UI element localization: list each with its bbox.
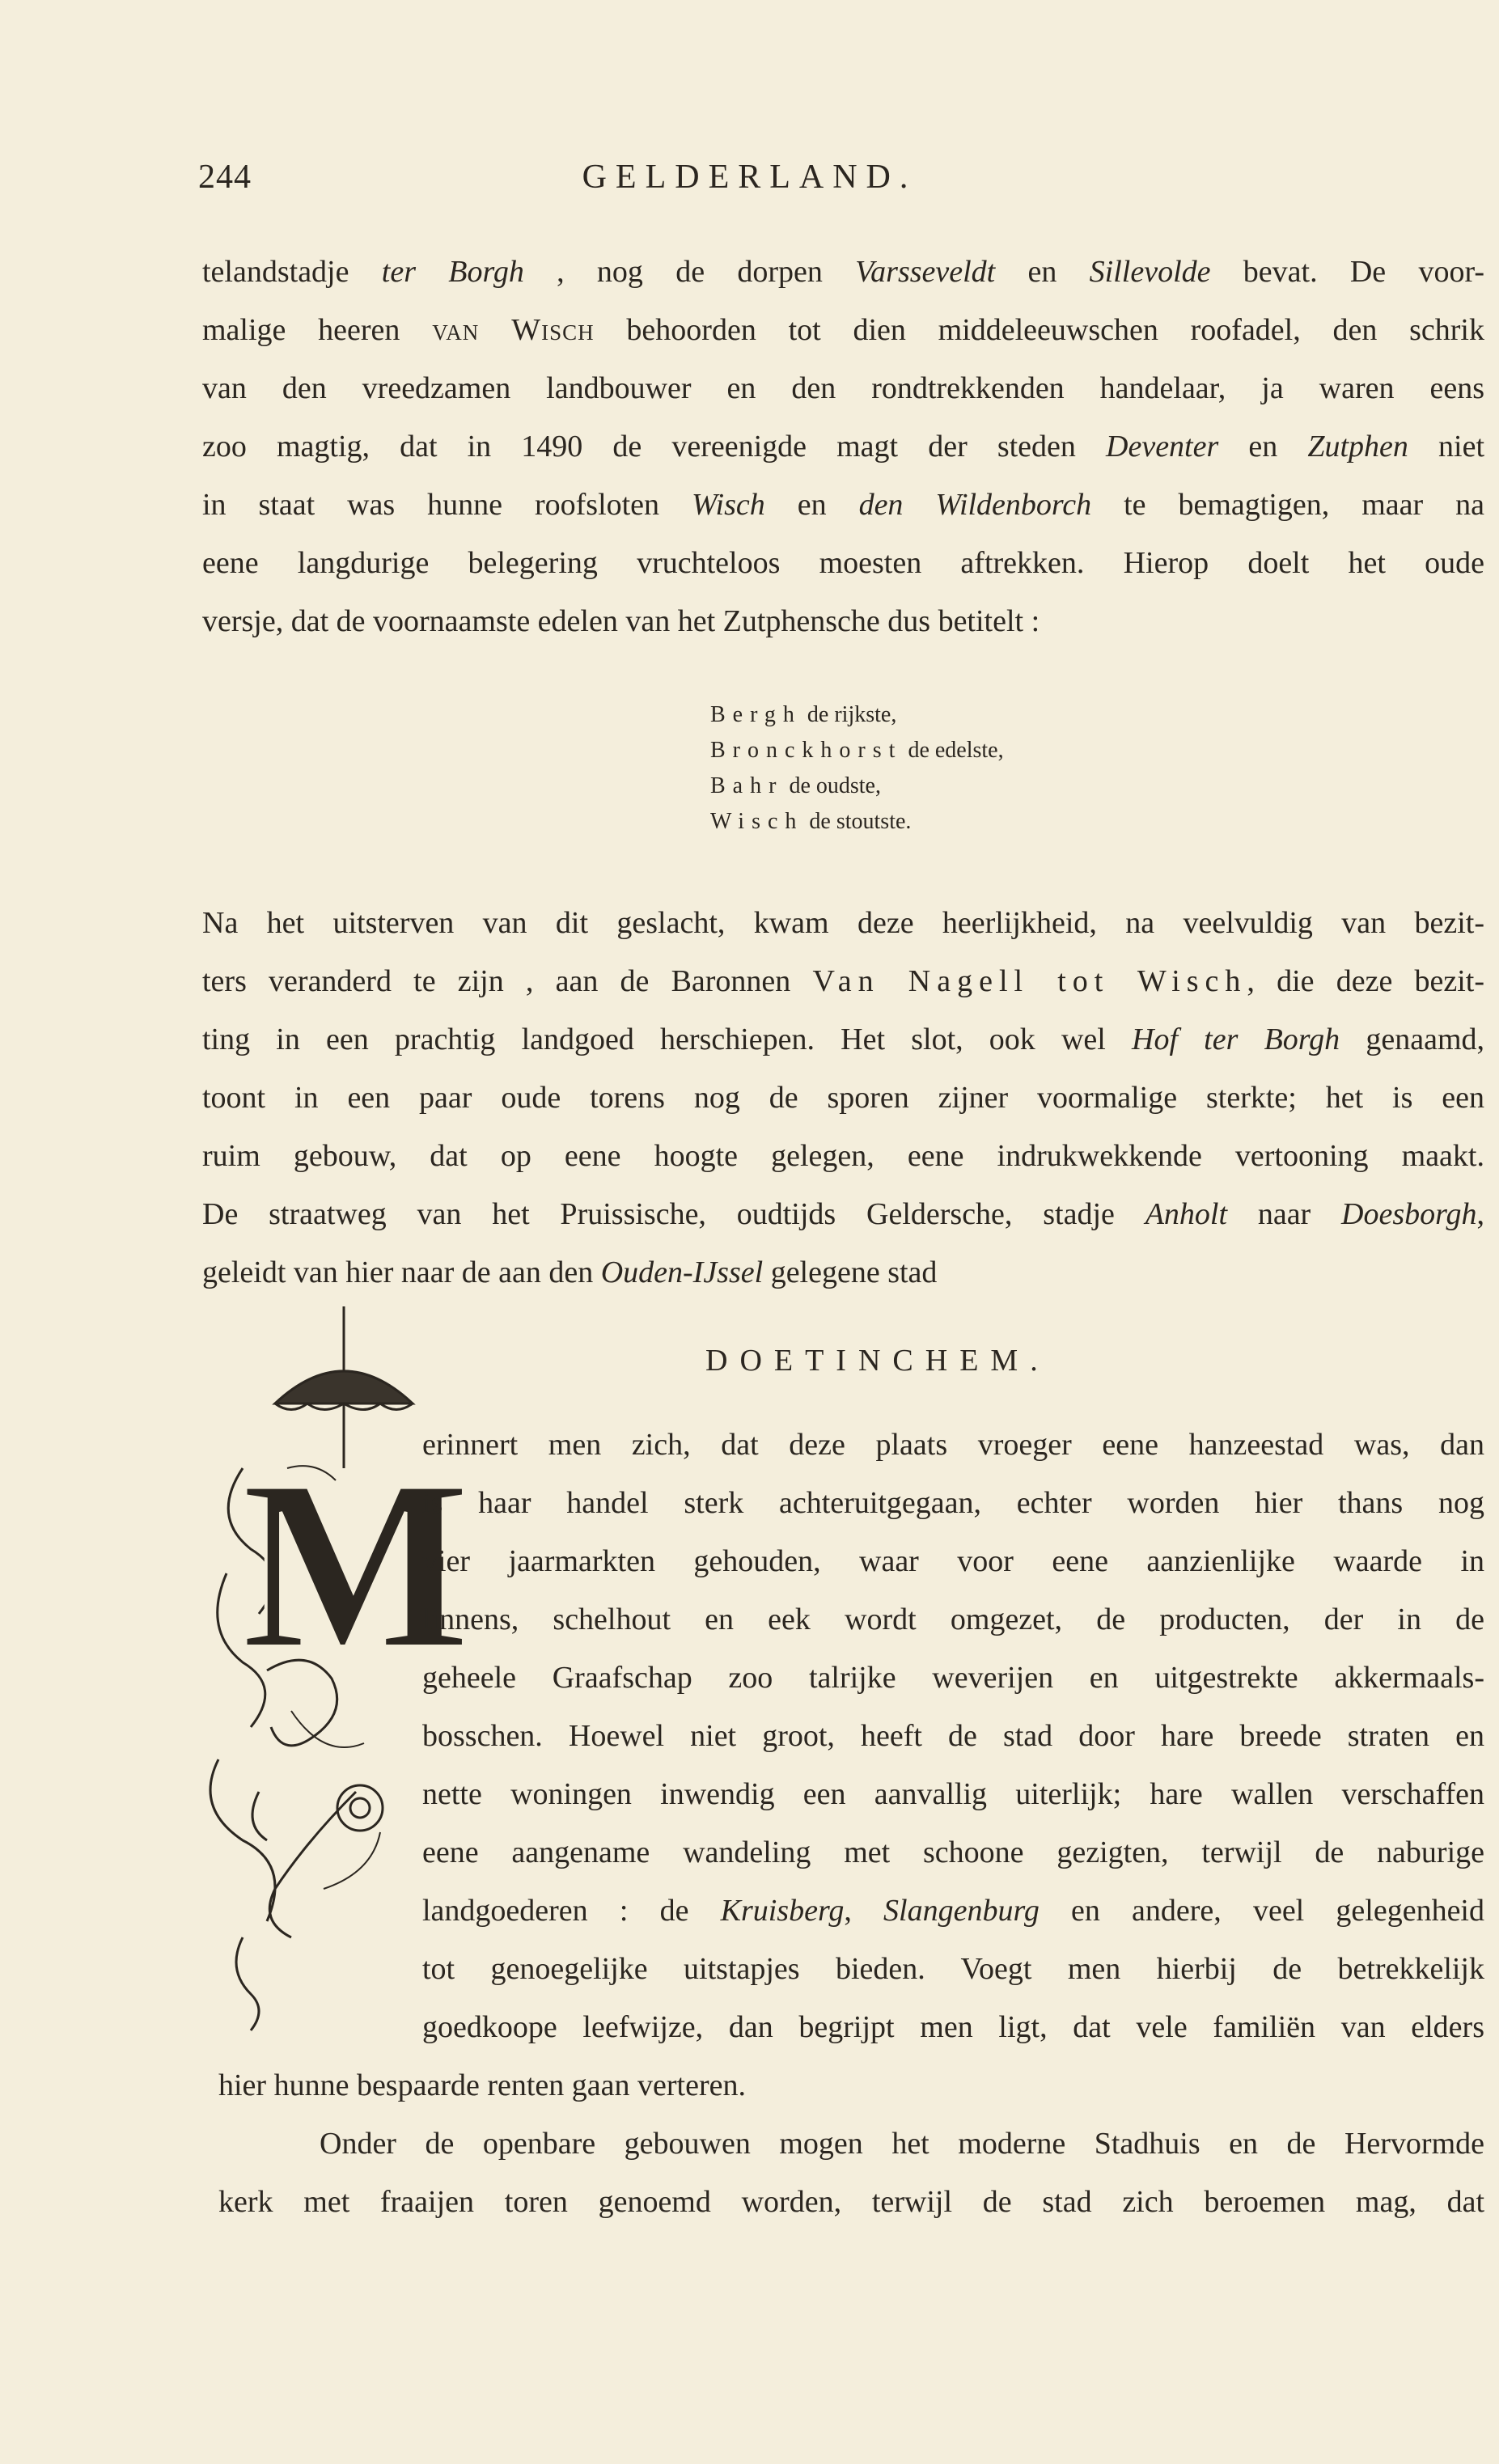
decorated-initial [194,1306,471,2034]
text-line: erinnert men zich, dat deze plaats vroeger eene hanzeestad was, dan [422,1428,1484,1462]
text-line: landgoederen : de Kruisberg, Slangenburg en andere, veel gelegenheid [422,1894,1484,1928]
section-heading: DOETINCHEM. [705,1344,1050,1378]
page-header [0,158,1499,206]
text-line: eene aangename wandeling met schoone gezigten, terwijl de naburige [422,1835,1484,1869]
text-line: versje, dat de voornaamste edelen van het Zutphensche dus betitelt : [202,604,1040,638]
text-line: toont in een paar oude torens nog de sporen zijner voormalige sterkte; het is een [202,1081,1484,1115]
text-line: hier hunne bespaarde renten gaan verteren. [218,2068,746,2102]
text-line: ting in een prachtig landgoed herschiepen. Het slot, ook wel Hof ter Borgh genaamd, [202,1022,1484,1056]
text-line: goedkoope leefwijze, dan begrijpt men ligt, dat vele familiën van elders [422,2010,1484,2044]
text-line: ruim gebouw, dat op eene hoogte gelegen, eene indrukwekkende vertooning maakt. [202,1139,1484,1173]
text-line: is haar handel sterk achteruitgegaan, echter worden hier thans nog [422,1486,1484,1520]
paragraph-3 [422,1416,1484,2056]
verse-line: Bahr de oudste, [710,773,881,798]
verse-line: Bronckhorst de edelste, [710,738,1004,763]
text-line: geheele Graafschap zoo talrijke weverijen en uitgestrekte akkermaals- [422,1661,1484,1695]
verse-line: Wisch de stoutste. [710,809,912,834]
text-line: linnens, schelhout en eek wordt omgezet, de producten, der in de [422,1602,1484,1636]
paragraph-2 [202,894,1484,1302]
paragraph-3-end [218,2056,1484,2115]
ornament-illustration [194,1306,471,2034]
text-line: De straatweg van het Pruissische, oudtijds Geldersche, stadje Anholt naar Doesborgh, [202,1197,1485,1231]
initial-letter: M [241,1430,471,1699]
text-line: Onder de openbare gebouwen mogen het moderne Stadhuis en de Hervormde [320,2127,1484,2161]
verse [710,697,1004,840]
paragraph-4 [218,2115,1484,2231]
text-line: malige heeren van Wisch behoorden tot dien middeleeuwschen roofadel, den schrik [202,313,1484,347]
text-line: Na het uitsterven van dit geslacht, kwam deze heerlijkheid, na veelvuldig van bezit- [202,906,1484,940]
text-line: bosschen. Hoewel niet groot, heeft de stad door hare breede straten en [422,1719,1484,1753]
text-line: ters veranderd te zijn , aan de Baronnen Van Nagell tot Wisch, die deze bezit- [202,964,1484,998]
text-line: geleidt van hier naar de aan den Ouden-IJssel gelegene stad [202,1255,938,1289]
text-line: eene langdurige belegering vruchteloos moesten aftrekken. Hierop doelt het oude [202,546,1484,580]
text-line: zoo magtig, dat in 1490 de vereenigde magt der steden Deventer en Zutphen niet [202,430,1485,464]
text-line: kerk met fraaijen toren genoemd worden, terwijl de stad zich beroemen mag, dat [218,2185,1484,2219]
page-number: 244 [198,159,252,196]
text-line: telandstadje ter Borgh , nog de dorpen Varsseveldt en Sillevolde bevat. De voor- [202,255,1485,289]
running-title: GELDERLAND. [582,159,917,196]
verse-line: Bergh de rijkste, [710,702,897,727]
text-line: nette woningen inwendig een aanvallig uiterlijk; hare wallen verschaffen [422,1777,1484,1811]
text-line: van den vreedzamen landbouwer en den rondtrekkenden handelaar, ja waren eens [202,371,1484,405]
text-line: vier jaarmarkten gehouden, waar voor eene aanzienlijke waarde in [422,1544,1484,1578]
text-line: in staat was hunne roofsloten Wisch en den Wildenborch te bemagtigen, maar na [202,488,1484,522]
text-line: tot genoegelijke uitstapjes bieden. Voegt men hierbij de betrekkelijk [422,1952,1484,1986]
paragraph-1 [202,243,1484,650]
